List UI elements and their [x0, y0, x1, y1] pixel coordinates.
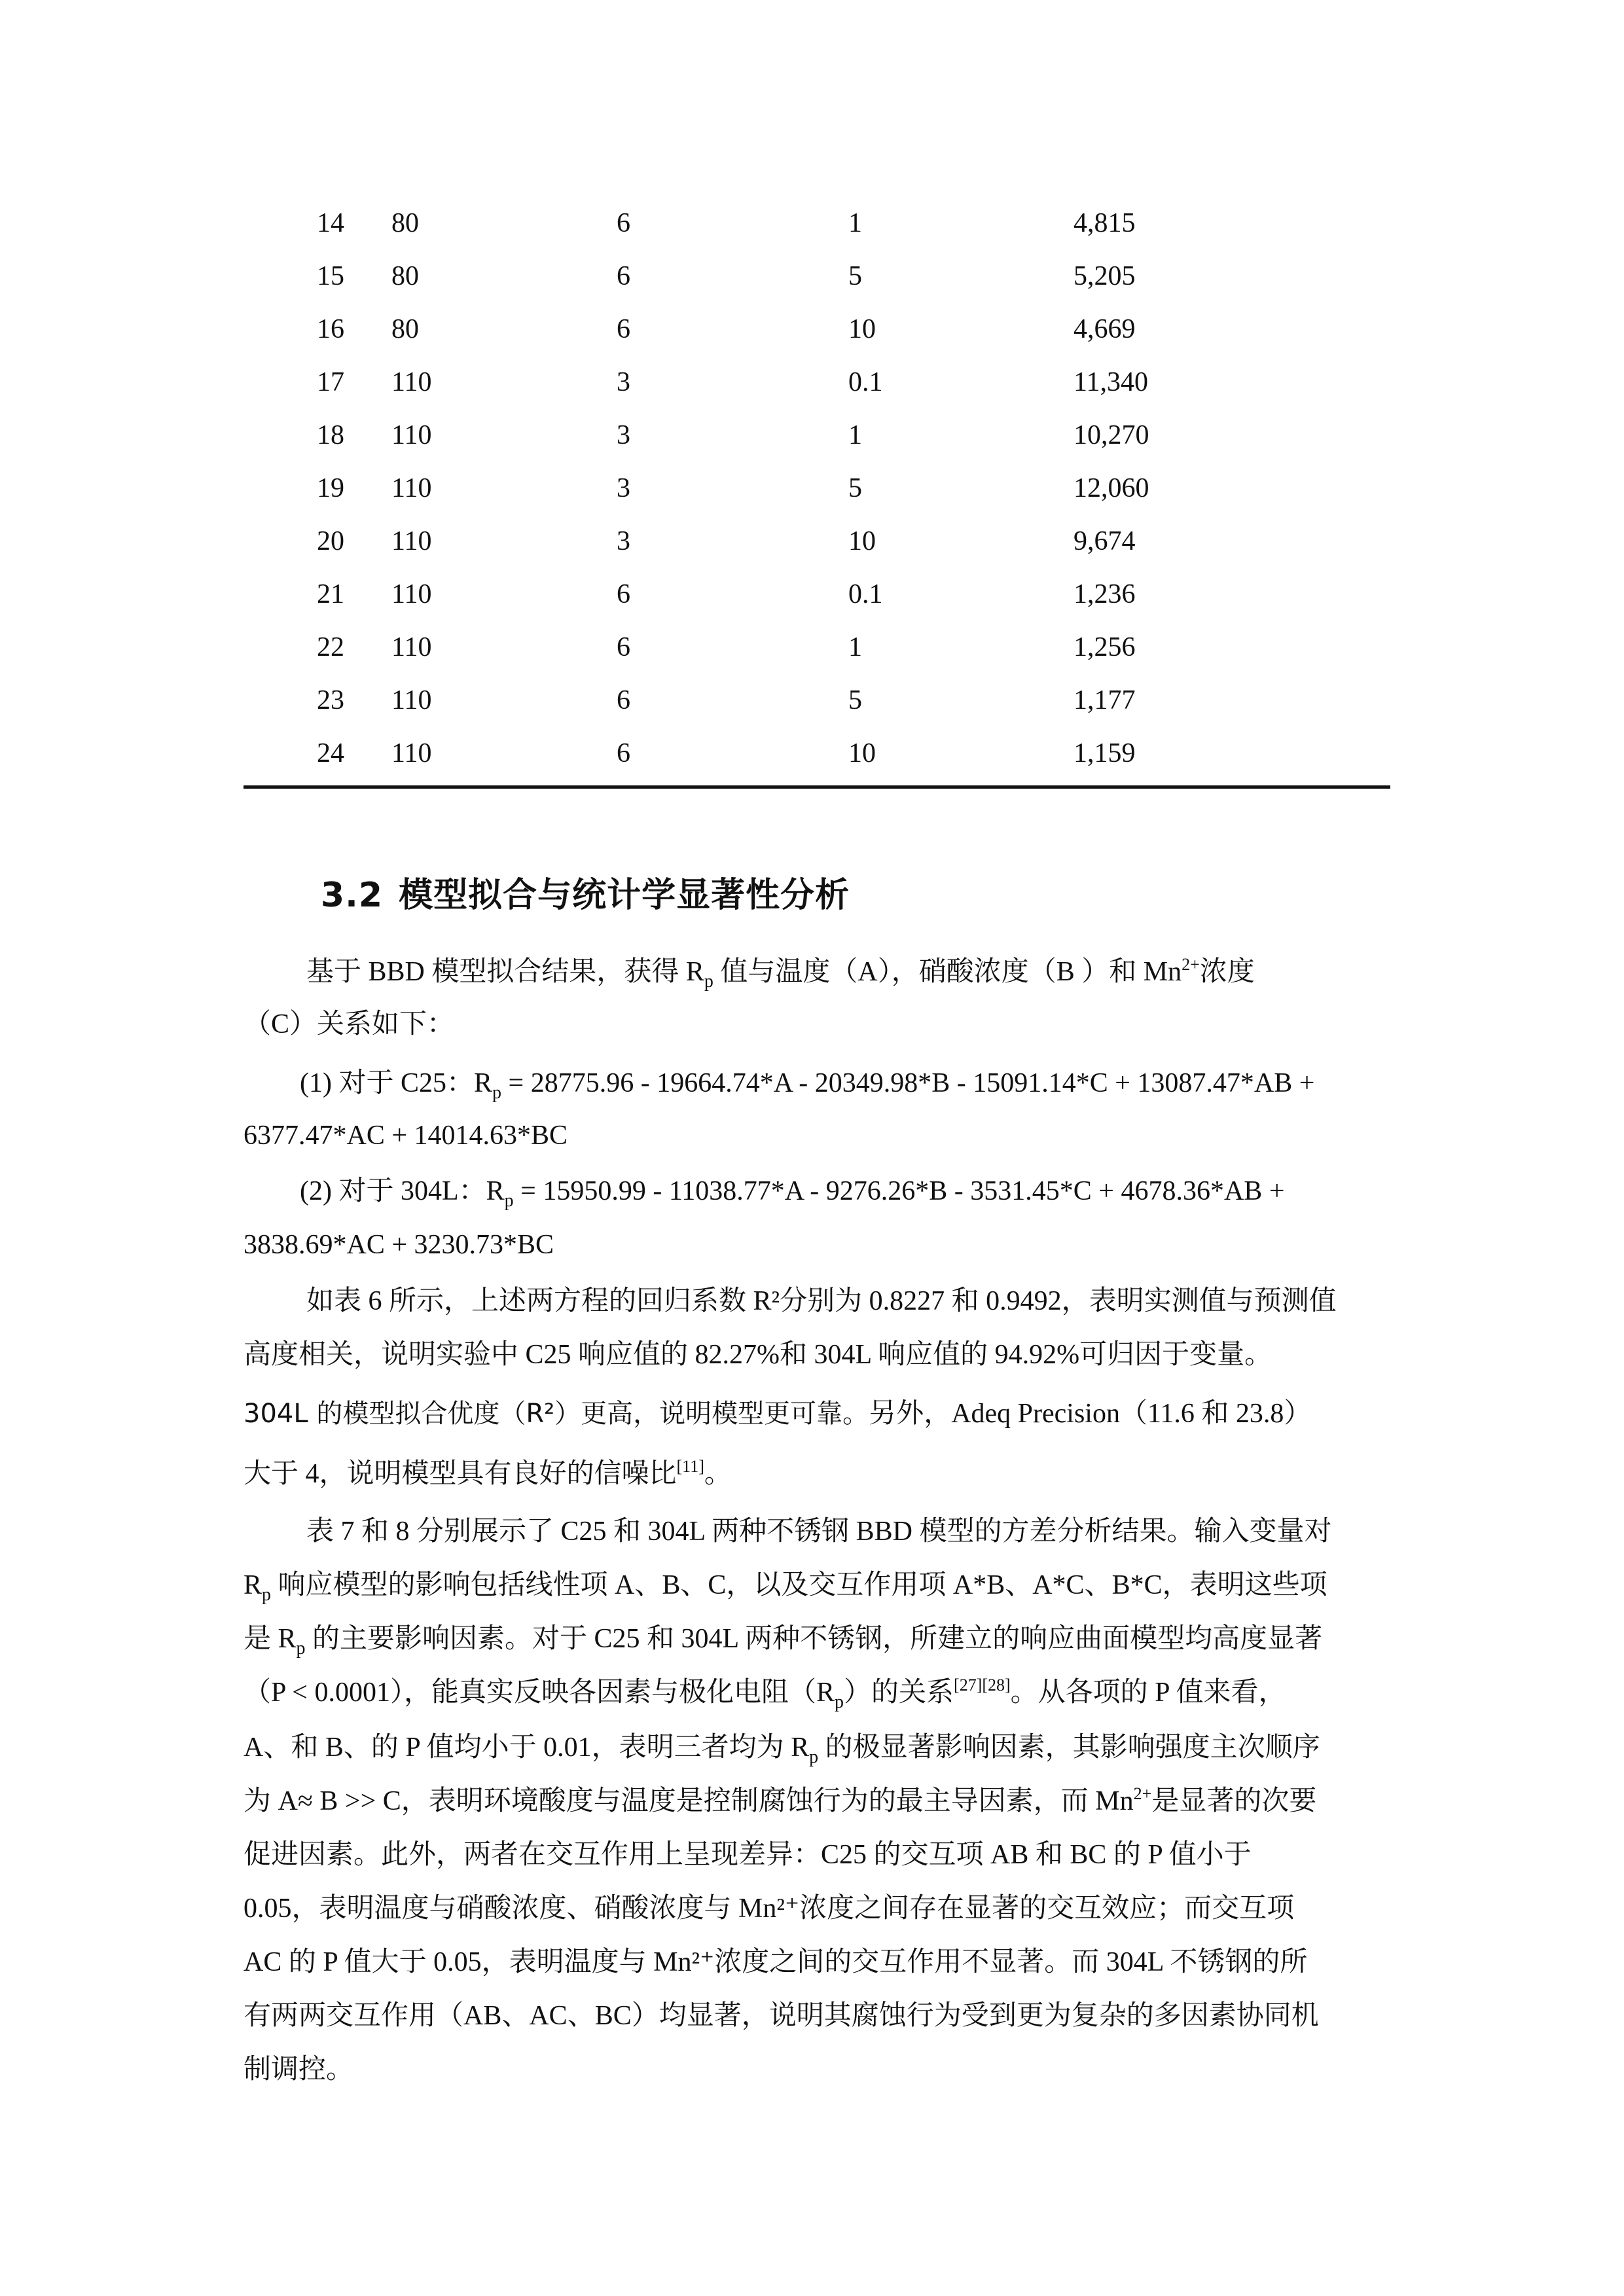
paragraph-line: 如表 6 所示，上述两方程的回归系数 R²分别为 0.8227 和 0.9492，表明实测值与预测值 [306, 1286, 1337, 1316]
table-cell: 15 [317, 260, 344, 291]
paragraph-line: 有两两交互作用（AB、AC、BC）均显著，说明其腐蚀行为受到更为复杂的多因素协同机 [244, 2001, 1319, 2031]
table-cell: 0.1 [848, 367, 883, 397]
paragraph-line: AC 的 P 值大于 0.05，表明温度与 Mn²⁺浓度之间的交互作用不显著。而 304L 不锈钢的所 [244, 1947, 1308, 1977]
table-cell: 24 [317, 738, 344, 768]
table-cell: 110 [391, 579, 432, 609]
table-cell: 1 [848, 632, 862, 662]
table-cell: 110 [391, 632, 432, 662]
table-cell: 6 [617, 632, 630, 662]
table-cell: 1,236 [1074, 579, 1136, 609]
table-cell: 110 [391, 367, 432, 397]
table-cell: 110 [391, 526, 432, 556]
table-row [244, 408, 1390, 461]
results-table [244, 196, 1390, 780]
table-cell: 1 [848, 420, 862, 450]
table-cell: 5,205 [1074, 260, 1136, 291]
table-cell: 21 [317, 579, 344, 609]
table-cell: 5 [848, 685, 862, 715]
equation-304l-cont: 3838.69*AC + 3230.73*BC [244, 1230, 554, 1260]
equation-304l: (2) 对于 304L：$R_p = 15950.99 - 11038.77*A - 9276.26*B - 3531.45*C + 4678.36*AB$ + [300, 1176, 1285, 1211]
table-cell: 5 [848, 260, 862, 291]
section-title: 模型拟合与统计学显著性分析 [399, 876, 850, 915]
table-cell: 110 [391, 738, 432, 768]
table-cell: 14 [317, 207, 344, 238]
table-row [244, 302, 1390, 355]
table-cell: 1,159 [1074, 738, 1136, 768]
table-cell: 0.1 [848, 579, 883, 609]
table-cell: 3 [617, 473, 630, 503]
table-cell: 4,815 [1074, 207, 1136, 238]
table-cell: 4,669 [1074, 314, 1136, 344]
table-cell: 10,270 [1074, 420, 1149, 450]
table-cell: 10 [848, 526, 876, 556]
table-cell: 11,340 [1074, 367, 1148, 397]
table-cell: 110 [391, 473, 432, 503]
table-cell: 17 [317, 367, 344, 397]
equation-c25: (1) 对于 C25：$R_p = 28775.96 - 19664.74*A - 20349.98*B - 15091.14*C + 13087.47*AB$ + [300, 1068, 1315, 1103]
paragraph-line: （C）关系如下： [244, 1009, 455, 1039]
paragraph-line: 为 A≈ B >> C，表明环境酸度与温度是控制腐蚀行为的最主导因素，而 $Mn^{2+}$是显著的次要 [244, 1784, 1317, 1816]
paragraph-line: A、和 B、的 P 值均小于 0.01，表明三者均为 $R_p$ 的极显著影响因素，其影响强度主次顺序 [244, 1732, 1320, 1767]
table-cell: 10 [848, 738, 876, 768]
table-row [244, 514, 1390, 567]
paragraph-line: 制调控。 [244, 2054, 354, 2085]
table-bottom-rule [244, 785, 1390, 789]
table-body [244, 196, 1390, 780]
table-cell: 22 [317, 632, 344, 662]
paragraph-line: 促进因素。此外，两者在交互作用上呈现差异：C25 的交互项 AB 和 BC 的 P 值小于 [244, 1840, 1252, 1870]
table-cell: 19 [317, 473, 344, 503]
paragraph-line: 基于 BBD 模型拟合结果，获得 $R_p$ 值与温度（A），硝酸浓度（B ）和 $Mn^{2+}$浓度 [306, 955, 1255, 992]
table-cell: 18 [317, 420, 344, 450]
table-row [244, 673, 1390, 726]
table-row [244, 726, 1390, 780]
table-cell: 6 [617, 685, 630, 715]
table-cell: 3 [617, 526, 630, 556]
section-number: 3.2 [321, 876, 384, 915]
paragraph-line: 表 7 和 8 分别展示了 C25 和 304L 两种不锈钢 BBD 模型的方差分析结果。输入变量对 [306, 1516, 1332, 1547]
table-row [244, 620, 1390, 673]
table-cell: 6 [617, 579, 630, 609]
paragraph-line: 304L 的模型拟合优度（R²）更高，说明模型更可靠。另外，Adeq Precision（11.6 和 23.8） [244, 1399, 1312, 1429]
table-cell: 23 [317, 685, 344, 715]
table-cell: 1 [848, 207, 862, 238]
paragraph-line: 高度相关，说明实验中 C25 响应值的 82.27%和 304L 响应值的 94.92%可归因于变量。 [244, 1340, 1272, 1370]
table-cell: 20 [317, 526, 344, 556]
paragraph-line: 0.05，表明温度与硝酸浓度、硝酸浓度与 Mn²⁺浓度之间存在显著的交互效应；而交互项 [244, 1893, 1295, 1924]
table-row [244, 249, 1390, 302]
paragraph-line: 是 $R_p$ 的主要影响因素。对于 C25 和 304L 两种不锈钢，所建立的响应曲面模型均高度显著 [244, 1624, 1323, 1659]
table-cell: 1,177 [1074, 685, 1136, 715]
table-cell: 3 [617, 420, 630, 450]
paragraph-line: （P < 0.0001），能真实反映各因素与极化电阻$(R_p)$的关系[27][28]。从各项的 P 值来看， [244, 1676, 1286, 1712]
table-cell: 80 [391, 260, 419, 291]
table-cell: 16 [317, 314, 344, 344]
table-cell: 6 [617, 738, 630, 768]
paragraph-line: 大于 4，说明模型具有良好的信噪比[11]。 [244, 1457, 732, 1489]
table-cell: 80 [391, 314, 419, 344]
equation-c25-cont: 6377.47*AC + 14014.63*BC [244, 1121, 568, 1151]
table-row [244, 567, 1390, 620]
table-cell: 1,256 [1074, 632, 1136, 662]
table-row [244, 355, 1390, 408]
table-cell: 12,060 [1074, 473, 1149, 503]
table-cell: 6 [617, 314, 630, 344]
table-row [244, 196, 1390, 249]
table-row [244, 461, 1390, 514]
section-heading [321, 867, 850, 916]
table-cell: 6 [617, 207, 630, 238]
paragraph-line: $R_p$ 响应模型的影响包括线性项 A、B、C，以及交互作用项 A*B、A*C、B*C，表明这些项 [244, 1570, 1327, 1605]
table-cell: 3 [617, 367, 630, 397]
table-cell: 5 [848, 473, 862, 503]
table-cell: 80 [391, 207, 419, 238]
table-cell: 10 [848, 314, 876, 344]
table-cell: 6 [617, 260, 630, 291]
table-cell: 110 [391, 420, 432, 450]
table-cell: 110 [391, 685, 432, 715]
table-cell: 9,674 [1074, 526, 1136, 556]
